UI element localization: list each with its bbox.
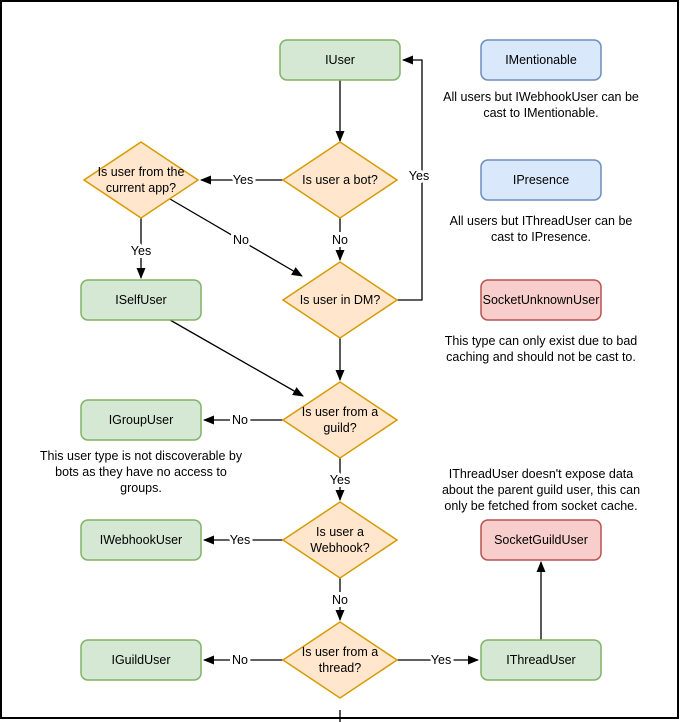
note-mentionable	[443, 90, 639, 120]
decision-thread	[283, 622, 397, 698]
node-iuser	[280, 40, 400, 80]
note-thread-user-line3: only be fetched from socket cache.	[444, 499, 638, 513]
edge-label-thread-yes: Yes	[430, 653, 452, 667]
decision-dm-label: Is user in DM?	[299, 293, 381, 307]
decision-guild-label-line2: guild?	[323, 421, 357, 435]
decision-bot-label: Is user a bot?	[302, 173, 378, 187]
edge-label-dm-yes: Yes	[408, 169, 430, 183]
node-ithreaduser	[481, 640, 601, 680]
node-igroupuser	[81, 400, 201, 440]
decision-guild-label-line1: Is user from a	[301, 405, 379, 419]
edge-label-current-app-no: No	[233, 233, 249, 247]
node-ipresence-label: IPresence	[512, 173, 570, 187]
node-iwebhookuser	[81, 520, 201, 560]
node-iguilduser	[81, 640, 201, 680]
decision-current-app	[84, 142, 198, 218]
note-group-user	[40, 449, 243, 495]
edge-label-current-app-yes: Yes	[130, 244, 152, 258]
edge-label-thread-no: No	[232, 653, 248, 667]
note-unknown-user-line2: caching and should not be cast to.	[446, 350, 636, 364]
node-iuser-label: IUser	[325, 53, 355, 67]
node-ithreaduser-label: IThreadUser	[506, 653, 576, 667]
edge-iselfuser-to-guild	[170, 320, 303, 396]
note-thread-user-line2: about the parent guild user, this can	[441, 483, 641, 497]
node-imentionable	[481, 40, 601, 80]
node-iwebhookuser-label: IWebhookUser	[99, 533, 183, 547]
edge-label-webhook-yes: Yes	[229, 533, 251, 547]
decision-current-app-label-line2: current app?	[105, 181, 177, 195]
decision-webhook-shape	[283, 502, 397, 578]
note-unknown-user	[445, 334, 638, 364]
node-socketguilduser	[481, 520, 601, 560]
note-group-user-line1: This user type is not discoverable by	[39, 449, 243, 463]
note-thread-user	[442, 467, 640, 513]
decision-current-app-shape	[84, 142, 198, 218]
note-unknown-user-line1: This type can only exist due to bad	[444, 334, 638, 348]
decision-thread-shape	[283, 622, 397, 698]
note-mentionable-line1: All users but IWebhookUser can be	[443, 90, 639, 104]
decision-bot	[283, 142, 397, 218]
note-group-user-line2: bots as they have no access to	[55, 465, 227, 479]
node-iselfuser	[81, 280, 201, 320]
note-presence-line1: All users but IThreadUser can be	[449, 214, 633, 228]
node-iselfuser-label: ISelfUser	[115, 293, 167, 307]
edge-label-webhook-no: No	[332, 593, 348, 607]
node-socketguilduser-label: SocketGuildUser	[494, 533, 588, 547]
node-socketunknownuser-label: SocketUnknownUser	[482, 293, 600, 307]
node-igroupuser-label: IGroupUser	[108, 413, 174, 427]
decision-dm	[283, 262, 397, 338]
edge-label-bot-yes: Yes	[232, 173, 254, 187]
note-presence-line2: cast to IPresence.	[490, 230, 592, 244]
decision-webhook	[283, 502, 397, 578]
decision-guild-shape	[283, 382, 397, 458]
node-ipresence	[481, 160, 601, 200]
edge-label-guild-no: No	[232, 413, 248, 427]
edge-label-guild-yes: Yes	[329, 473, 351, 487]
note-group-user-line3: groups.	[120, 481, 162, 495]
decision-thread-label-line2: thread?	[318, 661, 362, 675]
edge-label-bot-no: No	[332, 233, 348, 247]
decision-guild	[283, 382, 397, 458]
node-imentionable-label: IMentionable	[505, 53, 577, 67]
note-mentionable-line2: cast to IMentionable.	[483, 106, 599, 120]
node-iguilduser-label: IGuildUser	[111, 653, 171, 667]
decision-thread-label-line1: Is user from a	[301, 645, 379, 659]
decision-webhook-label-line2: Webhook?	[310, 541, 370, 555]
decision-current-app-label-line1: Is user from the	[97, 165, 185, 179]
decision-webhook-label-line1: Is user a	[316, 525, 364, 539]
note-thread-user-line1: IThreadUser doesn't expose data	[448, 467, 634, 481]
note-presence	[450, 214, 633, 244]
node-socketunknownuser	[481, 280, 601, 320]
